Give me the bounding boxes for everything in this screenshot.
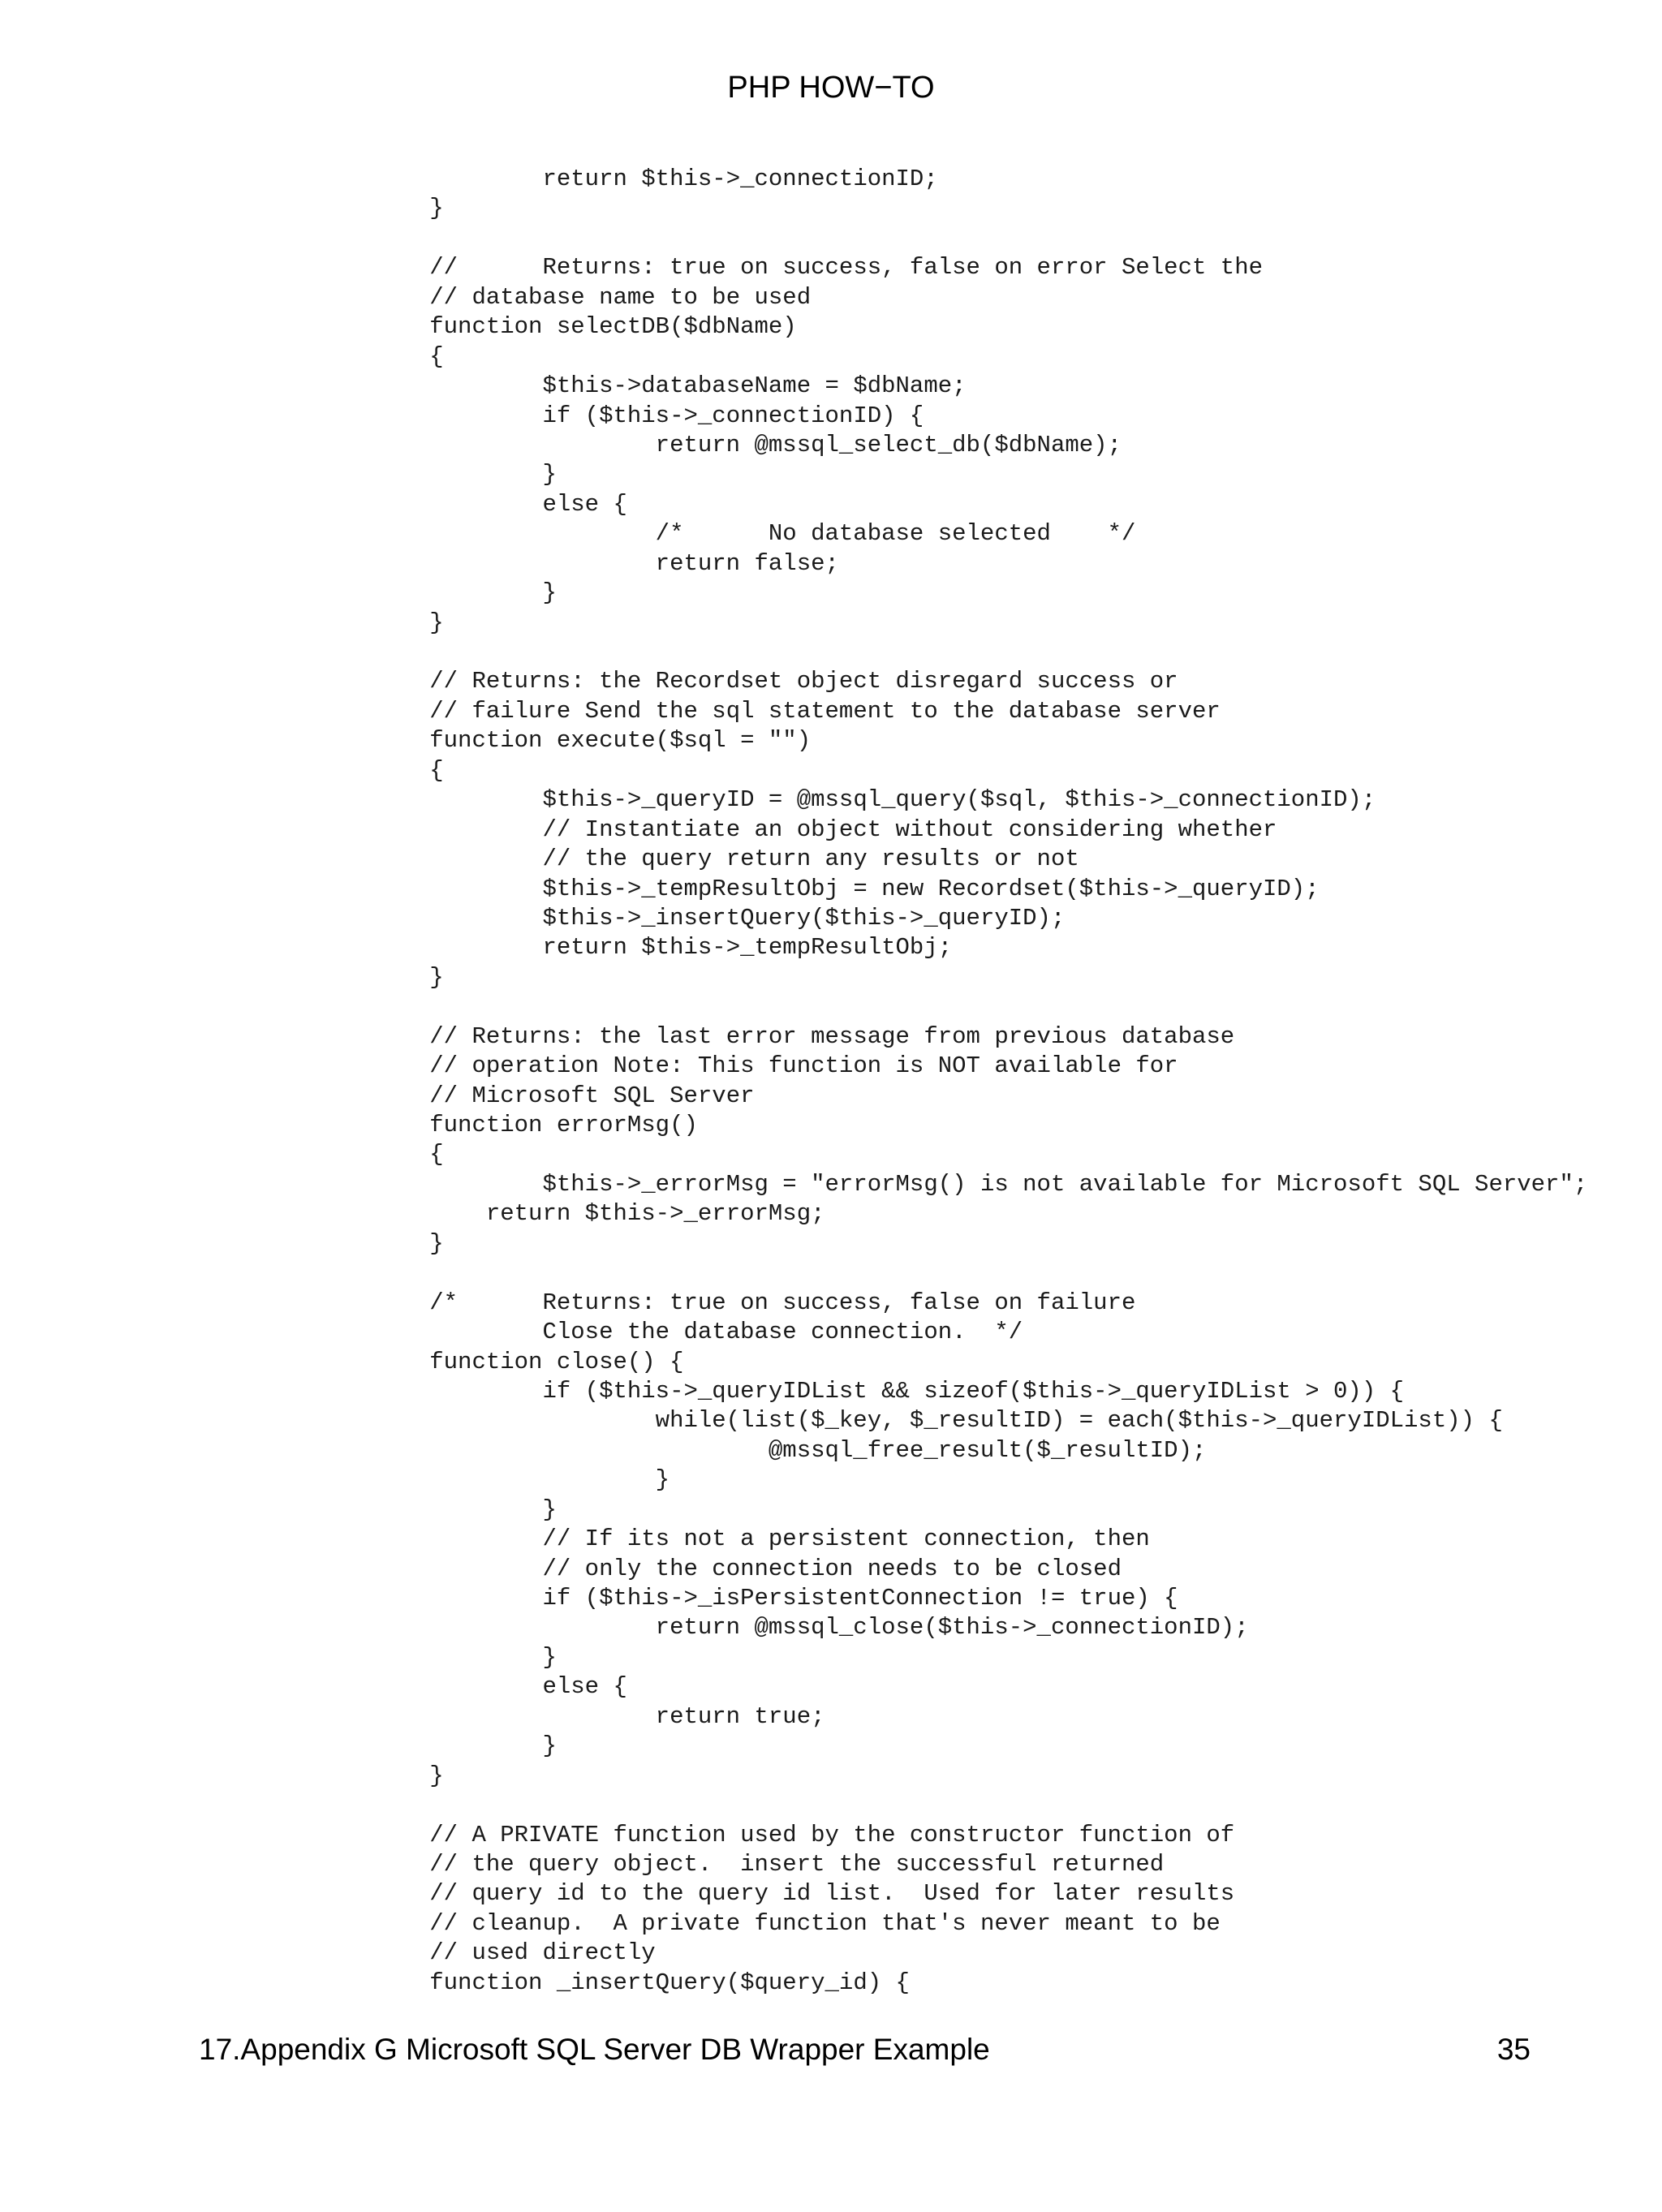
code-line: // Microsoft SQL Server — [316, 1082, 755, 1109]
code-line: return $this->_errorMsg; — [316, 1200, 825, 1228]
code-line: function execute($sql = "") — [316, 727, 812, 755]
code-line: if ($this->_queryIDList && sizeof($this->_queryIDList > 0)) { — [316, 1377, 1405, 1405]
code-line: if ($this->_isPersistentConnection != true) { — [316, 1585, 1178, 1612]
code-line: $this->_tempResultObj = new Recordset($this->_queryID); — [316, 875, 1320, 902]
code-line: // database name to be used — [316, 283, 812, 311]
code-line: } — [316, 195, 444, 222]
page-footer — [199, 2030, 1531, 2069]
code-line: /* Returns: true on success, false on failure — [316, 1289, 1136, 1316]
code-line: while(list($_key, $_resultID) = each($this->_queryIDList)) { — [316, 1407, 1503, 1435]
code-line: $this->_queryID = @mssql_query($sql, $this->_connectionID); — [316, 786, 1376, 814]
code-line: } — [316, 1466, 670, 1494]
code-line: } — [316, 1762, 444, 1789]
code-line: function close() { — [316, 1348, 684, 1375]
code-line: // Returns: the last error message from previous database — [316, 1022, 1235, 1050]
code-line: $this->_errorMsg = "errorMsg() is not available for Microsoft SQL Server"; — [316, 1170, 1588, 1198]
code-line: else { — [316, 490, 627, 518]
code-line: return false; — [316, 549, 839, 577]
code-line: } — [316, 1643, 557, 1671]
code-line: } — [316, 609, 444, 636]
code-line: } — [316, 579, 557, 607]
code-line: // query id to the query id list. Used for later results — [316, 1880, 1235, 1908]
code-line: // failure Send the sql statement to the database server — [316, 697, 1221, 725]
code-line: function errorMsg() — [316, 1112, 698, 1138]
code-line: // cleanup. A private function that's never meant to be — [316, 1909, 1221, 1937]
page-header-title: PHP HOW−TO — [727, 71, 935, 105]
code-line: // Returns: the Recordset object disregard success or — [316, 668, 1178, 695]
code-line: function selectDB($dbName) — [316, 313, 797, 341]
footer-chapter-title: 17.Appendix G Microsoft SQL Server DB Wrapper Example — [199, 2033, 990, 2066]
code-line: // only the connection needs to be closed — [316, 1555, 1122, 1582]
code-line: else { — [316, 1673, 627, 1701]
code-line: // operation Note: This function is NOT available for — [316, 1052, 1178, 1080]
code-line: return true; — [316, 1702, 825, 1730]
code-line: return $this->_tempResultObj; — [316, 934, 953, 962]
code-line: } — [316, 1732, 557, 1760]
code-line: // the query return any results or not — [316, 846, 1079, 873]
code-line: // Returns: true on success, false on error Select the — [316, 254, 1263, 282]
code-line: Close the database connection. */ — [316, 1319, 1023, 1346]
code-line — [316, 638, 1587, 667]
code-line — [316, 992, 1587, 1022]
code-line: // Instantiate an object without considering whether — [316, 816, 1277, 843]
code-line: return @mssql_close($this->_connectionID); — [316, 1614, 1249, 1642]
code-line: return @mssql_select_db($dbName); — [316, 431, 1122, 458]
code-line: /* No database selected */ — [316, 520, 1136, 548]
code-line: { — [316, 756, 444, 784]
code-line: // If its not a persistent connection, then — [316, 1526, 1150, 1553]
code-line: @mssql_free_result($_resultID); — [316, 1436, 1207, 1464]
code-line: } — [316, 963, 444, 991]
footer-page-number: 35 — [1496, 2033, 1531, 2066]
code-line: // A PRIVATE function used by the constructor function of — [316, 1821, 1235, 1848]
code-line: { — [316, 1141, 444, 1168]
code-line: } — [316, 1495, 557, 1523]
code-line: return $this->_connectionID; — [316, 166, 938, 192]
code-line — [316, 224, 1587, 253]
code-line — [316, 1791, 1587, 1820]
code-line: // the query object. insert the successful returned — [316, 1850, 1165, 1878]
code-line: $this->_insertQuery($this->_queryID); — [316, 904, 1066, 932]
code-listing — [316, 165, 1587, 1998]
code-line: // used directly — [316, 1939, 656, 1967]
code-line: $this->databaseName = $dbName; — [316, 372, 967, 400]
code-line: } — [316, 1229, 444, 1257]
code-line: function _insertQuery($query_id) { — [316, 1969, 910, 1996]
code-line: { — [316, 342, 444, 370]
code-line: } — [316, 461, 557, 488]
code-line — [316, 1259, 1587, 1288]
code-line: if ($this->_connectionID) { — [316, 402, 924, 429]
